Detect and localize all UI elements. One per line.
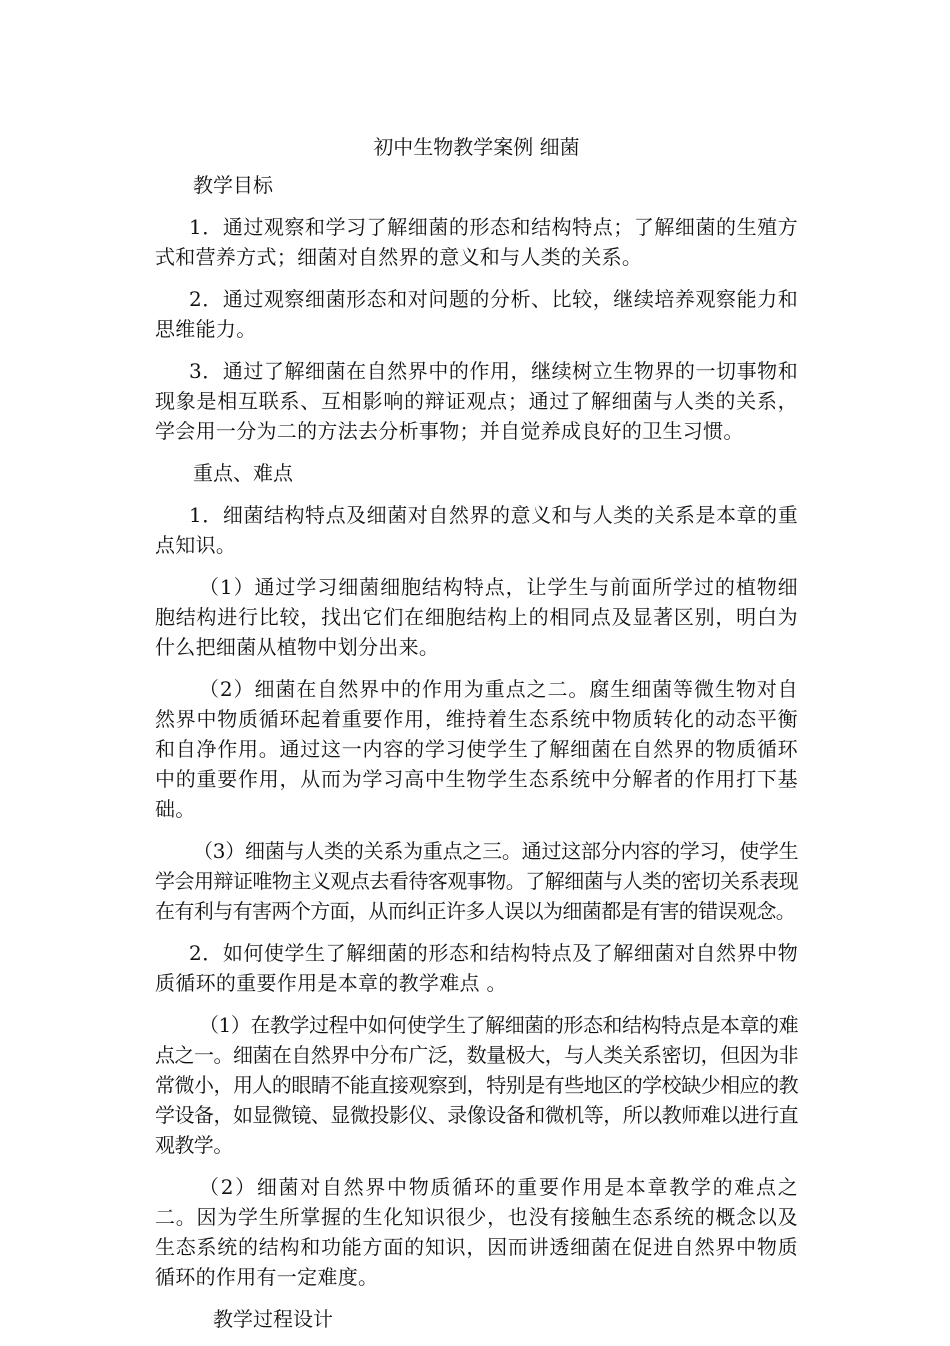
difficulty-sub-paragraph: （2）细菌对自然界中物质循环的重要作用是本章教学的难点之二。因为学生所掌握的生化知识很少，也没有接触生态系统的概念以及生态系统的结构和功能方面的知识，因而讲透细菌在促进自然界中物质循环的作用有一定难度。 [155, 1175, 798, 1289]
goals-heading: 教学目标 [193, 173, 273, 197]
document-page [155, 132, 798, 1346]
key-point-sub-paragraph: （1）通过学习细菌细胞结构特点，让学生与前面所学过的植物细胞结构进行比较，找出它们在细胞结构上的相同点及显著区别，明白为什么把细菌从植物中划分出来。 [155, 575, 798, 659]
key-point-sub-paragraph: （3）细菌与人类的关系为重点之三。通过这部分内容的学习，使学生学会用辩证唯物主义观点去看待客观事物。了解细菌与人类的密切关系表现在有利与有害两个方面，从而纠正许多人误以为细菌都是有害的错误观念。 [155, 839, 798, 923]
process-heading: 教学过程设计 [213, 1307, 333, 1331]
document-title: 初中生物教学案例 细菌 [373, 135, 580, 159]
key-points-heading: 重点、难点 [193, 461, 293, 485]
goal-paragraph: 1．通过观察和学习了解细菌的形态和结构特点；了解细菌的生殖方式和营养方式；细菌对自然界的意义和与人类的关系。 [155, 215, 798, 269]
key-point-sub-paragraph: （2）细菌在自然界中的作用为重点之二。腐生细菌等微生物对自然界中物质循环起着重要作用，维持着生态系统中物质转化的动态平衡和自净作用。通过这一内容的学习使学生了解细菌在自然界的物质循环中的重要作用，从而为学习高中生物学生态系统中分解者的作用打下基础。 [155, 677, 798, 821]
difficulty-sub-paragraph: （1）在教学过程中如何使学生了解细菌的形态和结构特点是本章的难点之一。细菌在自然界中分布广泛，数量极大，与人类关系密切，但因为非常微小，用人的眼睛不能直接观察到，特别是有些地区的学校缺少相应的教学设备，如显微镜、显微投影仪、录像设备和微机等，所以教师难以进行直观教学。 [155, 1013, 798, 1157]
goal-paragraph: 2．通过观察细菌形态和对问题的分析、比较，继续培养观察能力和思维能力。 [155, 287, 798, 341]
key-point-paragraph: 1．细菌结构特点及细菌对自然界的意义和与人类的关系是本章的重点知识。 [155, 503, 798, 557]
difficulty-paragraph: 2．如何使学生了解细菌的形态和结构特点及了解细菌对自然界中物质循环的重要作用是本章的教学难点 。 [155, 941, 798, 995]
goal-paragraph: 3．通过了解细菌在自然界中的作用，继续树立生物界的一切事物和现象是相互联系、互相影响的辩证观点；通过了解细菌与人类的关系，学会用一分为二的方法去分析事物；并自觉养成良好的卫生习惯。 [155, 359, 798, 443]
